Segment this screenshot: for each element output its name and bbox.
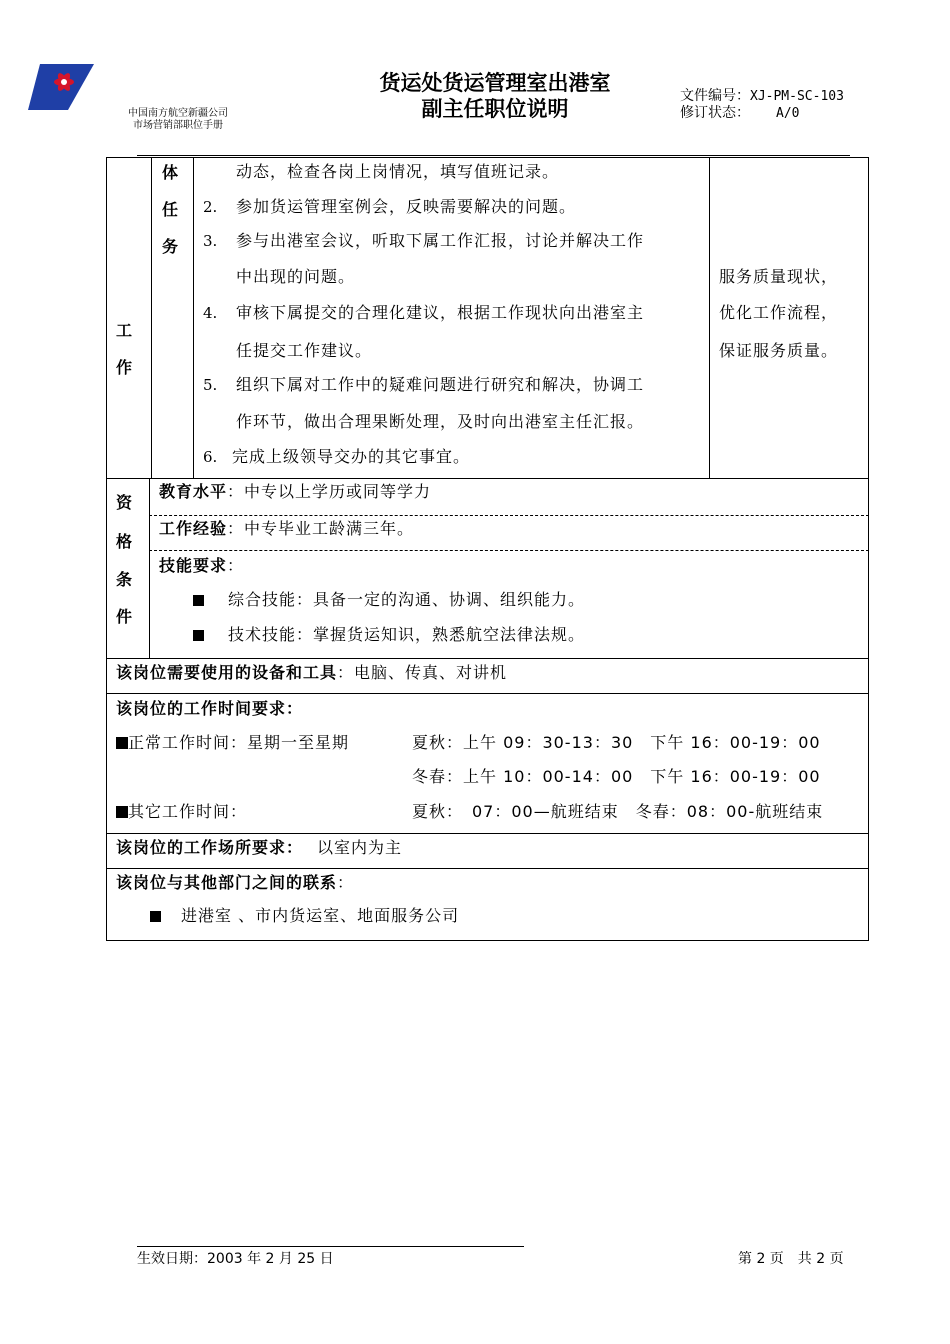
rule-equipment-bottom [106,693,869,694]
goal-line: 保证服务质量。 [719,341,839,360]
skill-text: 综合技能：具备一定的沟通、协调、组织能力。 [228,590,586,609]
goal-line: 优化工作流程， [719,303,839,322]
qualification-label-char: 条 [116,570,134,589]
col-rule-qualification [149,478,150,658]
bullet-square-icon [193,630,204,641]
equipment-requirement [116,663,507,683]
experience-requirement [159,519,414,539]
rule-work-bottom [106,478,869,479]
document-info [680,88,844,122]
rule-education [149,515,869,516]
task-number: 2. [203,198,218,216]
skills-requirement [159,556,244,576]
equipment-label: 该岗位需要使用的设备和工具 [116,663,338,682]
effective-date: 生效日期：2003 年 2 月 25 日 [137,1251,334,1267]
title-line1: 货运处货运管理室出港室 [379,71,611,95]
worktime-label: 该岗位的工作时间要求： [116,699,304,718]
task-number: 3. [203,232,218,250]
education-requirement [159,482,431,502]
task-line: 组织下属对工作中的疑难问题进行研究和解决，协调工 [236,375,645,394]
qualification-label-char: 格 [116,532,134,551]
skill-text: 技术技能：掌握货运知识，熟悉航空法律法规。 [228,625,586,644]
rule-workplace-bottom [106,868,869,869]
task-label-char: 任 [162,200,180,219]
rule-experience [149,550,869,551]
qualification-label-char: 件 [116,607,134,626]
worktime-normal [116,733,349,753]
task-label-char: 体 [162,163,180,182]
equipment-value: ：电脑、传真、对讲机 [337,663,508,682]
relations-value: 进港室 、市内货运室、地面服务公司 [181,906,460,925]
task-line: 审核下属提交的合理化建议，根据工作现状向出港室主 [236,303,645,322]
worktime-normal-summer: 夏秋：上午 09：30-13：30 下午 16：00-19：00 [412,733,821,752]
task-line: 作环节，做出合理果断处理，及时向出港室主任汇报。 [236,412,645,431]
company-name [128,108,228,132]
col-rule-label [151,157,152,478]
worktime-normal-winter: 冬春：上午 10：00-14：00 下午 16：00-19：00 [412,767,821,786]
worktime-other-value: 夏秋： 07：00—航班结束 冬春：08：00-航班结束 [412,802,824,821]
work-label-char: 作 [116,358,134,377]
company-line1: 中国南方航空新疆公司 [128,108,228,119]
doc-no-label: 文件编号： [680,88,750,104]
workplace-value: 以室内为主 [317,838,403,857]
education-value: ：中专以上学历或同等学力 [227,482,432,501]
task-number: 4. [203,304,218,322]
rule-worktime-bottom [106,833,869,834]
bullet-square-icon [116,737,128,749]
relations-colon: ： [337,873,355,892]
relations-label: 该岗位与其他部门之间的联系 [116,873,338,892]
page-info: 第 2 页 共 2 页 [738,1251,844,1267]
title-line2: 副主任职位说明 [421,97,569,121]
skill-item [193,625,585,645]
col-rule-sublabel [193,157,194,478]
skills-colon: ： [227,556,245,575]
doc-no-value: XJ-PM-SC-103 [750,89,844,104]
task-line: 参加货运管理室例会，反映需要解决的问题。 [236,197,577,216]
relations-heading [116,873,354,893]
skill-item [193,590,585,610]
header-divider [137,155,850,156]
company-line2: 市场营销部职位手册 [133,120,223,131]
worktime-other-label: 其它工作时间： [128,802,248,821]
worktime-normal-label: 正常工作时间：星期一至星期 [128,733,350,752]
task-number: 5. [203,376,218,394]
relations-item [150,906,459,926]
task-label-char: 务 [162,237,180,256]
bullet-square-icon [193,595,204,606]
document-title [300,70,690,122]
education-label: 教育水平 [159,482,228,501]
skills-label: 技能要求 [159,556,228,575]
work-label-char: 工 [116,321,134,340]
qualification-label-char: 资 [116,493,134,512]
workplace-label: 该岗位的工作场所要求： [116,838,304,857]
workplace-requirement [116,838,402,858]
airline-logo [28,64,96,112]
revision-label: 修订状态： [680,105,750,121]
rule-qualification-bottom [106,658,869,659]
revision-value: A/0 [776,106,800,121]
task-line: 参与出港室会议，听取下属工作汇报，讨论并解决工作 [236,231,645,250]
task-line: 动态，检查各岗上岗情况，填写值班记录。 [236,162,560,181]
goal-line: 服务质量现状， [719,267,839,286]
task-number: 6. [203,448,218,466]
experience-label: 工作经验 [159,519,228,538]
experience-value: ：中专毕业工龄满三年。 [227,519,415,538]
task-line: 中出现的问题。 [236,267,356,286]
bullet-square-icon [150,911,161,922]
worktime-other [116,802,247,822]
col-rule-goal [709,157,710,478]
task-line: 任提交工作建议。 [236,341,373,360]
bullet-square-icon [116,806,128,818]
task-line: 完成上级领导交办的其它事宜。 [232,447,471,466]
footer-divider [137,1246,524,1247]
